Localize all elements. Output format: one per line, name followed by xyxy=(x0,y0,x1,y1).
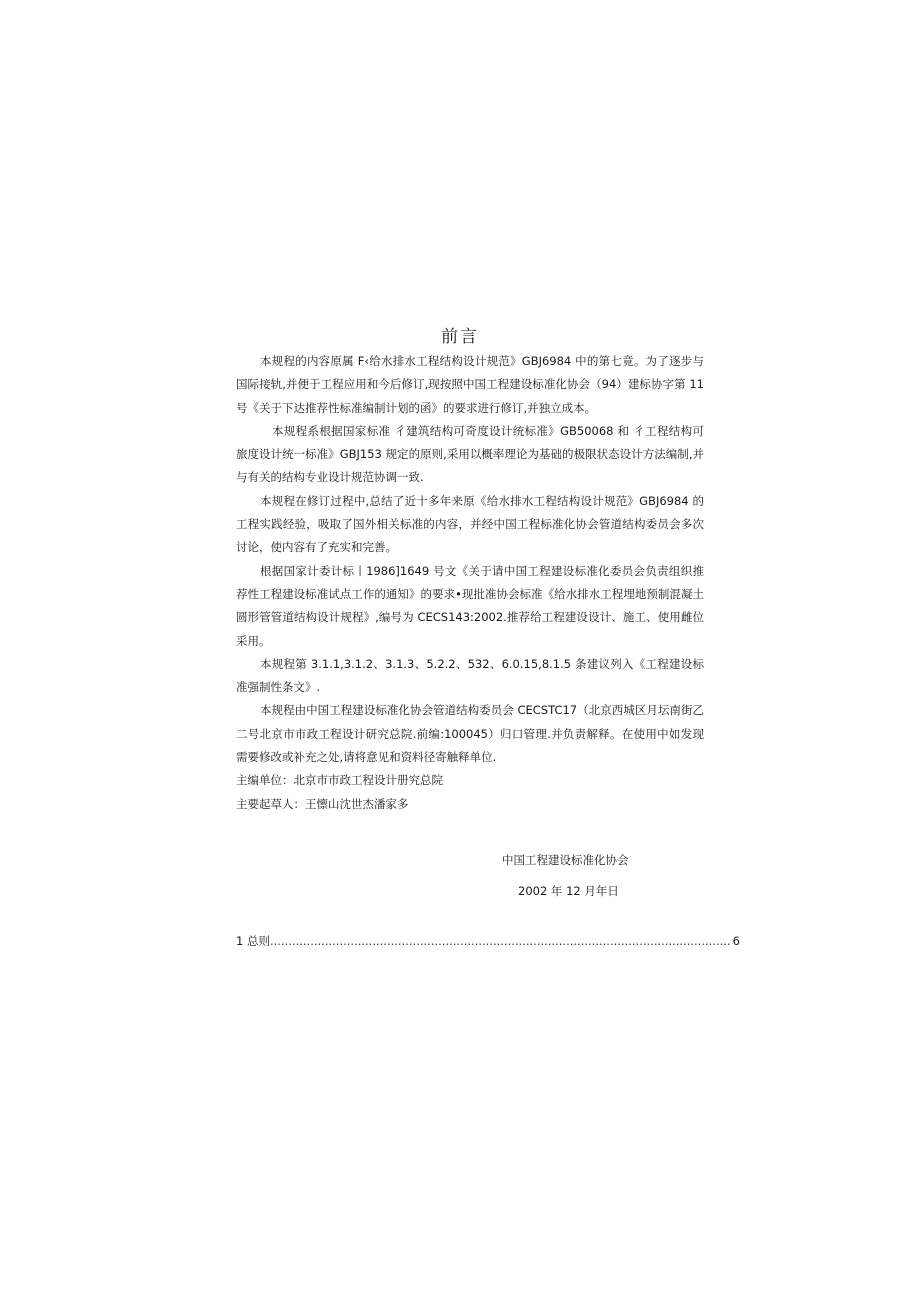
signature-date: 2002 年 12 月年日 xyxy=(518,884,619,898)
toc-leader-dots: .............................................................................................................................. xyxy=(269,934,731,948)
preface-paragraph-5: 本规程第 3.1.1,3.1.2、3.1.3、5.2.2、532、6.0.15,8.1.5 条建议列入《工程建设标准强制性条文》. xyxy=(236,656,704,695)
preface-paragraph-6: 本规程由中国工程建设标准化协会管道结构委员会 CECSTC17（北京西城区月坛南街乙二号北京市市政工程设计研究总院.前编:100045）归口管理.并负责解释。在使用中如发现需要修改或补充之处,请将意见和资料径寄触释单位. xyxy=(236,703,704,765)
page-title: 前言 xyxy=(441,327,479,347)
toc-entry[interactable] xyxy=(236,933,740,949)
preface-paragraph-1: 本规程的内容原属 F‹给水排水工程结构设计规范》GBJ6984 中的第七竟。为了逐步与国际接轨,并便于工程应用和今后修订,现按照中国工程建设标准化协会（94）建标协字第 11 号《关于下达推荐性标准编制计划的函》的要求进行修订,并独立成本。 xyxy=(236,354,704,415)
signature-organization: 中国工程建设标准化协会 xyxy=(502,853,629,867)
toc-entry-number: 1 总 xyxy=(236,934,259,948)
toc-entry-page: 6 xyxy=(732,934,740,948)
preface-paragraph-2: 本规程系根据国家标准 彳建筑结构可奇度设计统标准》GB50068 和 彳工程结构可旅度设计统一标准》GBJ153 规定的原则,采用以概率理论为基础的极限状态设计方法编制,并与有关的结构专业设计规范协调一致. xyxy=(236,423,704,485)
editor-unit-line: 主编单位：北京市市政工程设计册究总院 xyxy=(236,773,443,788)
preface-paragraph-3: 本规程在修订过程中,总结了近十多年来原《给水排水工程结构设计规范》GBJ6984 的工程实践经验，吸取了国外相关标准的内容，并经中国工程标准化协会管道结构委员会多次讨论，使内容有了充实和完善。 xyxy=(236,493,704,555)
preface-body xyxy=(236,350,704,816)
preface-paragraph-4: 根据国家计委计标丨1986]1649 号文《关于请中国工程建设标准化委员会负责组织推荐性工程建设标准试点工作的通知》的要求•现批准协会标准《给水排水工程埋地预制混凝土圆形管管道结构设计规程》,编号为 CECS143:2002.推荐给工程建设设计、施工、使用雌位采用。 xyxy=(236,563,704,648)
main-drafters-line: 主要起草人：王懔山沈世杰潘家多 xyxy=(236,796,409,811)
toc-entry-title: 则 xyxy=(258,934,270,948)
